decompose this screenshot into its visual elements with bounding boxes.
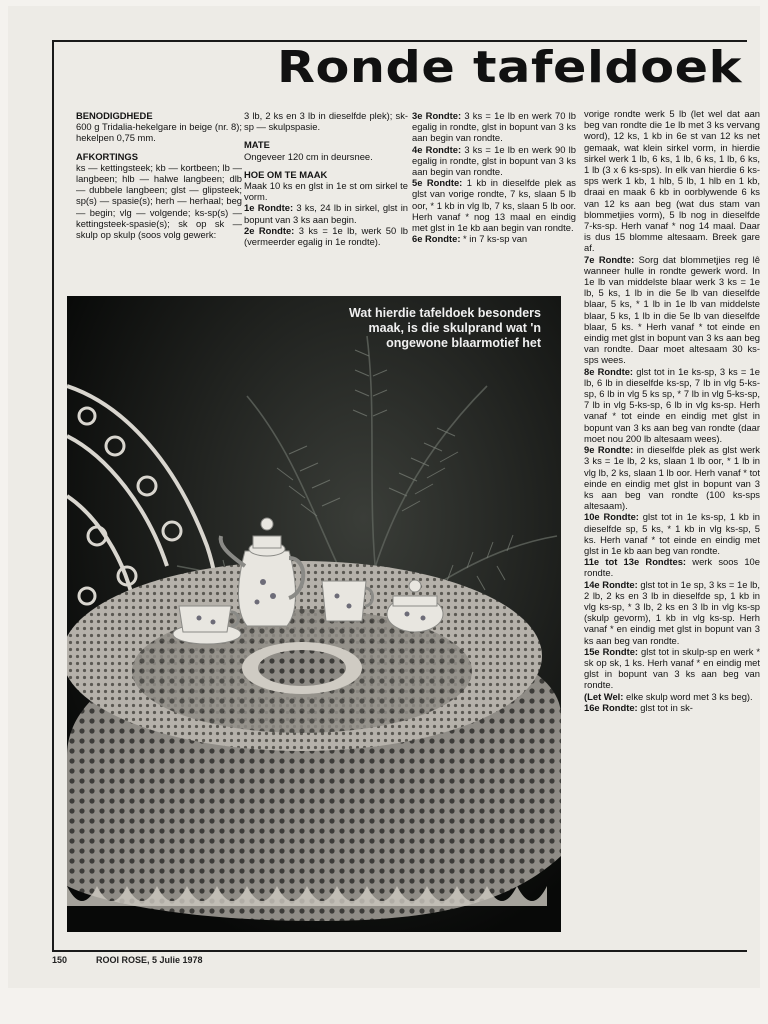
- round-label: 10e Rondte:: [584, 511, 639, 523]
- instruction-round: [584, 556, 760, 578]
- instruction-round: [412, 177, 576, 233]
- section-heading: BENODIGDHEDE: [76, 110, 153, 121]
- round-text: 3 ks = 1e lb, werk 50 lb (vermeerder egalig in 1e rondte).: [244, 224, 408, 248]
- instruction-round: [584, 646, 760, 691]
- round-text: 3 ks = 1e lb en werk 70 lb egalig in rondte, glst in bopunt van 3 ks aan begin van rondte.: [412, 110, 576, 144]
- paragraph: Ongeveer 120 cm in deursnee.: [244, 150, 373, 162]
- section-heading: MATE: [244, 139, 270, 151]
- round-label: 11e tot 13e Rondtes:: [584, 556, 687, 568]
- instruction-round: [244, 225, 408, 247]
- instruction-round: [584, 444, 760, 511]
- round-text: glst tot in 1e sp, 3 ks = 1e lb, 2 lb, 2 ks en 3 lb in dieselfde sp, 1 kb in vlg ks-sp, * 3 lb, 2 ks en 3 lb in vlg ks-sp (skulp gevorm), 1 kb in vlg ks-sp. Herh vanaf * en eindig met glst in bopunt van 3 ks aan beg van rondte.: [584, 578, 760, 646]
- round-label: 9e Rondte:: [584, 444, 634, 456]
- round-text: in dieselfde plek as glst werk 3 ks = 1e lb, 2 ks, slaan 1 lb oor, * 1 lb in vlg lb, 2 ks, slaan 1 lb oor. Herh vanaf * tot einde en eindig met glst in bopunt van 3 ks aan beg van rondte (100 ks-sps altesaam).: [584, 444, 760, 512]
- text-column-3: [412, 110, 576, 244]
- tablecloth-photo: [67, 296, 561, 932]
- article-title: Ronde tafeldoek: [276, 42, 742, 93]
- round-text: 3 ks, 24 lb in sirkel, glst in bopunt van 3 ks aan begin.: [244, 202, 408, 225]
- round-label: 3e Rondte:: [412, 110, 462, 121]
- paragraph: ks — kettingsteek; kb — kortbeen; lb — langbeen; hlb — halwe langbeen; dlb — dubbele langbeen; glst — glipsteek; sp(s) — spasie(s); herh — herhaal; beg — begin; vlg — volgende; ks-sp(s) — kettingsteek-spasie(s); sk op sk — skulp op skulp (soos volg gewerk:: [76, 161, 242, 241]
- paragraph: Maak 10 ks en glst in 1e st om sirkel te vorm.: [244, 180, 408, 203]
- round-label: 15e Rondte:: [584, 645, 639, 657]
- page-number: 150: [52, 955, 68, 965]
- instruction-round: [584, 254, 760, 366]
- paragraph: vorige rondte werk 5 lb (let wel dat aan beg van rondte die 1e lb met 3 ks vervang word), 12 ks, 1 kb in 6e st van 12 ks net gemaak, wat klein sirkel vorm, in hierdie sirkel werk 1 lb, 6 ks, 1 lb, 6 ks, 1 lb, 6 ks, 1 lb (3 x 6 ks-sps). In elk van hierdie 6 ks-sps werk 1 kb, 1 hlb, 5 lb, 1 hlb en 1 kb, draai en maak 6 kb in oorblywende 6 ks van 12 ks aan beg (wat dus stam van blommetjies vorm), 5 lb nog in dieselfde 7-ks-sp. Herh vanaf * nog 14 maal. Daar is dus 15 blomme altesaam. Breek gare af.: [584, 108, 760, 254]
- round-label: (Let Wel:: [584, 690, 624, 702]
- round-text: * in 7 ks-sp van: [460, 233, 528, 245]
- instruction-round: [584, 366, 760, 444]
- section-heading: AFKORTINGS: [76, 150, 138, 162]
- round-text: 1 kb in dieselfde plek as glst van vorige rondte, 7 ks, slaan 5 lb oor, * 1 kb in vlg lb, 7 ks, slaan 5 lb oor. Herh vanaf * nog 13 maal en eindig met glst in 1e kb aan begin van rondte.: [412, 177, 576, 234]
- instruction-round: [412, 110, 576, 144]
- instruction-round: [584, 511, 760, 556]
- magazine-credit: ROOI ROSE, 5 Julie 1978: [96, 955, 203, 965]
- round-label: 16e Rondte:: [584, 701, 638, 713]
- round-label: 8e Rondte:: [584, 365, 634, 377]
- round-label: 14e Rondte:: [584, 578, 638, 590]
- instruction-round: [584, 702, 760, 713]
- round-label: 7e Rondte:: [584, 253, 635, 265]
- round-text: glst tot in 1e ks-sp, 1 kb in dieselfde sp, 5 ks, * 1 kb in vlg ks-sp, 5 ks. Herh vanaf * tot einde en eindig met glst in 1e kb aan beg van rondte.: [584, 511, 760, 556]
- text-column-2: [244, 110, 408, 247]
- round-text: glst tot in skulp-sp en werk * sk op sk, 1 ks. Herh vanaf * en eindig met glst in bopunt van 3 ks aan beg van rondte.: [584, 645, 761, 691]
- instruction-round: [412, 144, 576, 178]
- text-column-1: [76, 110, 242, 240]
- instruction-round: [412, 233, 576, 244]
- round-label: 4e Rondte:: [412, 143, 462, 155]
- round-text: werk soos 10e rondte.: [584, 556, 760, 579]
- round-text: 3 ks = 1e lb en werk 90 lb egalig in rondte, glst in bopunt van 3 ks aan begin van rondte.: [412, 143, 576, 178]
- paragraph: 3 lb, 2 ks en 3 lb in dieselfde plek); sk-sp — skulpspasie.: [244, 110, 408, 133]
- round-label: 2e Rondte:: [244, 224, 295, 236]
- round-text: Sorg dat blommetjies reg lê wanneer hulle in rondte gewerk word. In 1e lb van middelste blaar werk 3 ks = 1e lb, 5 ks, 1 lb in die 5e lb van dieselfde blaar, 5 ks, * 1 lb in 1e lb van middelste blaar, 5 ks, 1 lb in die 5e lb van dieselfde blaar, 5 ks. * Herh vanaf * tot einde en eindig met glst in bopunt van 3 ks aan beg van rondte. Daar moet altesaam 30 ks-sps wees.: [584, 253, 760, 366]
- round-label: 6e Rondte:: [412, 233, 461, 245]
- section-heading: HOE OM TE MAAK: [244, 168, 328, 180]
- round-text: glst tot in sk-: [637, 701, 693, 713]
- round-text: glst tot in 1e ks-sp, 3 ks = 1e lb, 6 lb in dieselfde ks-sp, 7 lb in vlg 5-ks-sp, 6 lb in vlg 5 ks sp, * 7 lb in vlg 5-ks-sp, 7 lb in vlg 5-ks-sp, 6 lb in vlg ks-sp. Herh vanaf * tot einde en eindig met glst in bopunt van 3 ks aan beg van rondte (daar moet nou 200 lb altesaam wees).: [584, 365, 760, 444]
- photo-caption: Wat hierdie tafeldoek besonders maak, is die skulprand wat 'n ongewone blaarmotief het: [349, 306, 541, 350]
- round-label: 5e Rondte:: [412, 177, 463, 189]
- round-text: elke skulp word met 3 ks beg).: [623, 690, 753, 702]
- instruction-round: [584, 579, 760, 646]
- paragraph: 600 g Tridalia-hekelgare in beige (nr. 8); hekelpen 0,75 mm.: [76, 121, 242, 144]
- round-label: 1e Rondte:: [244, 202, 294, 214]
- instruction-round: [584, 691, 760, 702]
- instruction-round: [244, 202, 408, 224]
- text-column-4: [584, 108, 760, 713]
